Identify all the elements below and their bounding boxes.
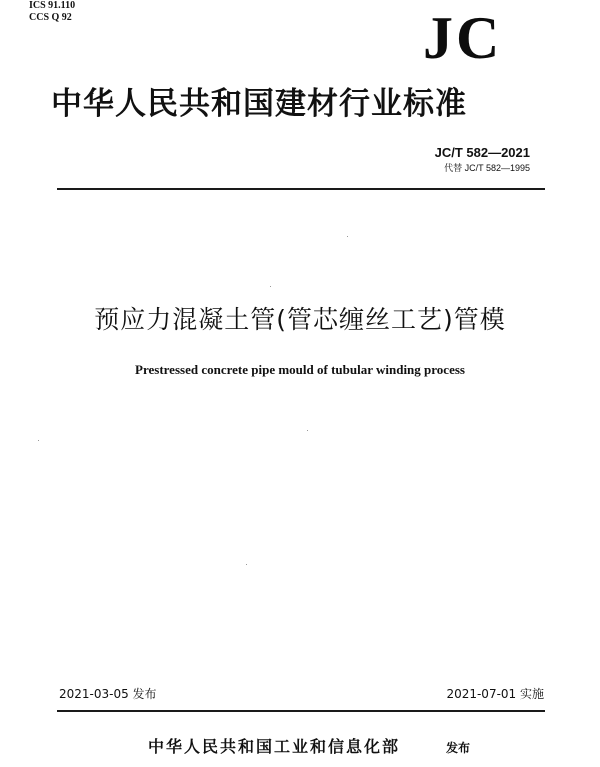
header-divider xyxy=(57,188,545,190)
ics-code: ICS 91.110 xyxy=(29,0,76,11)
jc-logo: JC xyxy=(423,5,503,71)
publish-label: 发布 xyxy=(446,741,471,755)
replaces-standard: 代替 JC/T 582—1995 xyxy=(444,163,530,173)
effective-date: 2021-07-01 实施 xyxy=(446,687,544,701)
scan-speck xyxy=(307,430,308,431)
scan-speck xyxy=(347,236,348,237)
standard-category-heading: 中华人民共和国建材行业标准 xyxy=(51,86,467,122)
scan-speck xyxy=(270,286,271,287)
publisher-name: 中华人民共和国工业和信息化部 xyxy=(148,737,401,756)
document-title-english: Prestressed concrete pipe mould of tubular winding process xyxy=(135,362,465,377)
classification-codes xyxy=(29,0,75,24)
scan-speck xyxy=(246,564,247,565)
footer-divider xyxy=(57,710,545,712)
ccs-code: CCS Q 92 xyxy=(29,12,72,23)
scan-speck xyxy=(38,440,39,441)
document-title-chinese: 预应力混凝土管(管芯缠丝工艺)管模 xyxy=(94,305,506,334)
issue-date: 2021-03-05 发布 xyxy=(59,687,157,701)
standard-number: JC/T 582—2021 xyxy=(434,145,530,160)
